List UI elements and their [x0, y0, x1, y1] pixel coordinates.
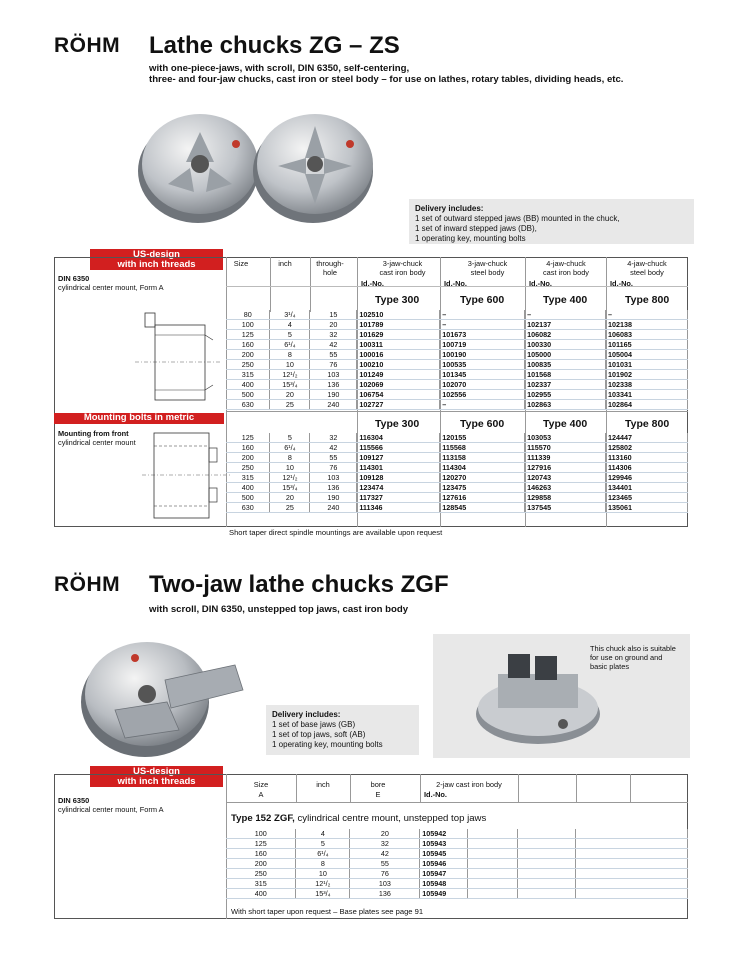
table-cell: 5	[270, 330, 310, 340]
table-row	[226, 859, 688, 869]
table-cell: 200	[226, 453, 270, 463]
header-c2b: steel body	[470, 268, 505, 277]
table-cell: 115568	[440, 443, 525, 453]
idno-2: Id.-No.	[444, 279, 467, 288]
row-rule	[226, 802, 688, 803]
table-cell: 103	[350, 879, 420, 889]
two-jaw-chuck-photo	[75, 630, 255, 760]
table-cell	[576, 859, 688, 869]
table-cell: 129858	[525, 493, 606, 503]
table-cell: 135061	[606, 503, 688, 513]
idno-1: Id.-No.	[361, 279, 384, 288]
table-cell: 100	[226, 829, 296, 839]
table-cell: 127616	[440, 493, 525, 503]
table-cell: 105949	[420, 889, 468, 899]
table-cell: 117327	[357, 493, 440, 503]
type-400: Type 400	[543, 294, 588, 306]
header-size-sub: A	[258, 790, 264, 799]
table-cell: 120155	[440, 433, 525, 443]
table-cell: 32	[310, 433, 357, 443]
table-cell	[468, 879, 518, 889]
table-cell: 80	[226, 310, 270, 320]
table-row	[226, 503, 688, 513]
col-rule	[630, 774, 631, 802]
table-row	[226, 493, 688, 503]
table-cell: 102556	[440, 390, 525, 400]
table-cell: 102138	[606, 320, 688, 330]
table-row	[226, 443, 688, 453]
table-cell: 6¹/₄	[270, 443, 310, 453]
table-cell: 315	[226, 879, 296, 889]
table-cell: 113158	[440, 453, 525, 463]
header-size-2: Size	[253, 780, 269, 789]
table-cell: 20	[310, 320, 357, 330]
table-cell: 76	[310, 360, 357, 370]
table-row	[226, 849, 688, 859]
table-row	[226, 390, 688, 400]
table-row	[226, 350, 688, 360]
idno-3: Id.-No.	[529, 279, 552, 288]
table-cell: 102727	[357, 400, 440, 410]
delivery-line: 1 set of base jaws (GB)	[272, 720, 356, 729]
table-cell: 101345	[440, 370, 525, 380]
table-row	[226, 839, 688, 849]
table-cell: 20	[270, 493, 310, 503]
header-through2: hole	[323, 268, 337, 277]
table-cell: 42	[310, 443, 357, 453]
table-row	[226, 453, 688, 463]
us-design-subtext: with inch threads	[117, 259, 196, 270]
table-cell: 103053	[525, 433, 606, 443]
type-800: Type 800	[625, 294, 670, 306]
table-cell	[576, 879, 688, 889]
table-cell: –	[440, 310, 525, 320]
header-c2a: 3-jaw-chuck	[467, 259, 508, 268]
table-cell: 55	[310, 453, 357, 463]
us-design-text-2: US-design	[133, 766, 180, 777]
table-cell: 128545	[440, 503, 525, 513]
subtitle-line1: with one-piece-jaws, with scroll, DIN 6350, self-centering,	[149, 63, 410, 74]
table-cell: 106083	[606, 330, 688, 340]
table-cell: 10	[270, 463, 310, 473]
table-cell: 6¹/₄	[296, 849, 350, 859]
table-cell	[518, 849, 576, 859]
table-cell: 114301	[357, 463, 440, 473]
table-cell: 103341	[606, 390, 688, 400]
type-600-b: Type 600	[460, 418, 505, 430]
table-cell: 630	[226, 503, 270, 513]
delivery-heading: Delivery includes:	[415, 204, 484, 213]
table-cell: 120743	[525, 473, 606, 483]
table-cell: 32	[310, 330, 357, 340]
delivery-box-2	[266, 705, 419, 755]
col-rule	[310, 257, 311, 312]
table-cell: 5	[296, 839, 350, 849]
table-cell: 15³/₄	[270, 380, 310, 390]
table-cell: 250	[226, 463, 270, 473]
table-row	[226, 473, 688, 483]
table-cell: 200	[226, 350, 270, 360]
table-cell	[576, 869, 688, 879]
header-c4b: steel body	[630, 268, 664, 277]
table-cell	[576, 829, 688, 839]
table-row	[226, 330, 688, 340]
type-152-line: Type 152 ZGF, cylindrical centre mount, unstepped top jaws	[231, 813, 487, 824]
table-cell: 100719	[440, 340, 525, 350]
table-cell: 105004	[606, 350, 688, 360]
table-cell	[468, 849, 518, 859]
table-row	[226, 400, 688, 410]
table-cell	[518, 859, 576, 869]
table-cell	[468, 889, 518, 899]
table-cell: 20	[350, 829, 420, 839]
table-cell	[518, 829, 576, 839]
type-800-b: Type 800	[625, 418, 670, 430]
section2-subtitle: with scroll, DIN 6350, unstepped top jaws, cast iron body	[149, 604, 409, 615]
table-cell: 120270	[440, 473, 525, 483]
table-cell: 134401	[606, 483, 688, 493]
table-cell: 42	[310, 340, 357, 350]
header-body: 2-jaw cast iron body	[436, 780, 502, 789]
delivery-line: 1 set of outward stepped jaws (BB) mounted in the chuck,	[415, 214, 620, 223]
table-cell: 101031	[606, 360, 688, 370]
table-cell: 105947	[420, 869, 468, 879]
table-row	[226, 869, 688, 879]
table-cell: 6¹/₄	[270, 340, 310, 350]
table-cell: 103	[310, 473, 357, 483]
din-desc-2: cylindrical center mount, Form A	[58, 805, 164, 814]
col-rule	[518, 774, 519, 802]
header-c3a: 4-jaw-chuck	[546, 259, 586, 268]
table-cell: 102863	[525, 400, 606, 410]
header-c1b: cast iron body	[379, 268, 426, 277]
table-cell: 114306	[606, 463, 688, 473]
col-rule	[576, 774, 577, 802]
table-cell: 25	[270, 400, 310, 410]
chuck-table-b	[226, 433, 688, 513]
delivery-line: 1 operating key, mounting bolts	[272, 740, 383, 749]
table-cell: 102510	[357, 310, 440, 320]
header-c3b: cast iron body	[542, 268, 589, 277]
table-cell: 136	[350, 889, 420, 899]
delivery-box	[409, 199, 694, 244]
table-cell: 114304	[440, 463, 525, 473]
table-cell: 12¹/₂	[296, 879, 350, 889]
table-cell: 101165	[606, 340, 688, 350]
table-cell: 102955	[525, 390, 606, 400]
metric-banner: Mounting bolts in metric	[54, 413, 224, 424]
zgf-table	[226, 829, 688, 899]
header-bore: bore	[370, 780, 386, 789]
table-cell: 15	[310, 310, 357, 320]
table-cell: 123465	[606, 493, 688, 503]
front-mount-drawing	[142, 428, 232, 523]
table-cell: 100190	[440, 350, 525, 360]
table-cell: 400	[226, 380, 270, 390]
table-cell: 101902	[606, 370, 688, 380]
din-label-2: DIN 6350	[58, 796, 90, 805]
table-cell: 55	[350, 859, 420, 869]
idno-4: Id.-No.	[610, 279, 633, 288]
table-cell: 10	[270, 360, 310, 370]
table-cell: 400	[226, 889, 296, 899]
table-row	[226, 879, 688, 889]
header-size: Size	[233, 259, 249, 268]
table-cell: 240	[310, 503, 357, 513]
table-cell: 129946	[606, 473, 688, 483]
section2-title: Two-jaw lathe chucks ZGF	[149, 571, 449, 598]
header-idno-2: Id.-No.	[424, 790, 447, 799]
table-cell: 400	[226, 483, 270, 493]
table-cell: 105000	[525, 350, 606, 360]
table-cell: 32	[350, 839, 420, 849]
chuck-on-plate-photo	[473, 644, 603, 754]
type-600: Type 600	[460, 294, 505, 306]
front-label: Mounting from front	[58, 429, 129, 438]
din-label: DIN 6350	[58, 274, 90, 283]
table-cell: 10	[296, 869, 350, 879]
type-300-b: Type 300	[375, 418, 420, 430]
table-cell: 102864	[606, 400, 688, 410]
table-cell: 100	[226, 320, 270, 330]
photo-note-2: for use on ground and	[590, 653, 663, 662]
table-cell: 103	[310, 370, 357, 380]
din-desc: cylindrical center mount, Form A	[58, 283, 164, 292]
table-cell	[518, 869, 576, 879]
table-cell: 106082	[525, 330, 606, 340]
table-cell: 100835	[525, 360, 606, 370]
photo-note-3: basic plates	[590, 662, 630, 671]
table-cell: 15³/₄	[270, 483, 310, 493]
table-cell: 3¹/₄	[270, 310, 310, 320]
table-cell: –	[440, 320, 525, 330]
table-cell: 100311	[357, 340, 440, 350]
table-cell: 190	[310, 493, 357, 503]
table-cell: 240	[310, 400, 357, 410]
table-cell: –	[440, 400, 525, 410]
table-cell: 105942	[420, 829, 468, 839]
header-c1a: 3-jaw-chuck	[382, 259, 423, 268]
table-cell: 25	[270, 503, 310, 513]
table-cell: 101673	[440, 330, 525, 340]
table-cell: 125	[226, 839, 296, 849]
table-cell: 116304	[357, 433, 440, 443]
table-cell	[576, 889, 688, 899]
table-cell: 125802	[606, 443, 688, 453]
table-cell: 115566	[357, 443, 440, 453]
table-cell: 15³/₄	[296, 889, 350, 899]
table-row	[226, 320, 688, 330]
chuck-photo	[128, 96, 378, 236]
row-rule	[226, 411, 688, 412]
table-cell: 20	[270, 390, 310, 400]
table-row	[226, 463, 688, 473]
table-cell	[468, 859, 518, 869]
table-cell: 124447	[606, 433, 688, 443]
table-cell: 190	[310, 390, 357, 400]
header-inch-2: inch	[316, 780, 330, 789]
table-cell: 101249	[357, 370, 440, 380]
table-cell: 106754	[357, 390, 440, 400]
table-cell: 4	[296, 829, 350, 839]
col-rule	[270, 257, 271, 312]
table-cell: 160	[226, 849, 296, 859]
table-cell: 500	[226, 493, 270, 503]
table-cell: 55	[310, 350, 357, 360]
table-row	[226, 829, 688, 839]
table-cell: –	[606, 310, 688, 320]
table-row	[226, 380, 688, 390]
table-cell: 100535	[440, 360, 525, 370]
table-cell: 8	[270, 350, 310, 360]
header-bore-sub: E	[375, 790, 381, 799]
table-cell: 105948	[420, 879, 468, 889]
table-cell: 100330	[525, 340, 606, 350]
table-cell	[468, 839, 518, 849]
table-cell: 136	[310, 380, 357, 390]
table-cell: 105943	[420, 839, 468, 849]
table-cell: 123474	[357, 483, 440, 493]
us-design-subtext-2: with inch threads	[117, 776, 196, 787]
table-cell: 123475	[440, 483, 525, 493]
subtitle-line2: three- and four-jaw chucks, cast iron or steel body – for use on lathes, rotary tables, dividing heads, etc.	[149, 74, 624, 85]
table-row	[226, 370, 688, 380]
table-cell: 105945	[420, 849, 468, 859]
table-cell: 101789	[357, 320, 440, 330]
table-cell: 101629	[357, 330, 440, 340]
table-cell: 315	[226, 473, 270, 483]
table-cell: 136	[310, 483, 357, 493]
table-cell: 160	[226, 340, 270, 350]
delivery-line: 1 operating key, mounting bolts	[415, 234, 526, 243]
table-cell: 125	[226, 433, 270, 443]
table-cell: 76	[350, 869, 420, 879]
table-cell: 76	[310, 463, 357, 473]
table-cell: 8	[270, 453, 310, 463]
table-cell: 102337	[525, 380, 606, 390]
table-row	[226, 340, 688, 350]
photo-panel	[433, 634, 690, 758]
table-cell: 111339	[525, 453, 606, 463]
table-cell: 250	[226, 360, 270, 370]
delivery-line: 1 set of inward stepped jaws (DB),	[415, 224, 537, 233]
table-cell	[518, 839, 576, 849]
table-cell: 4	[270, 320, 310, 330]
front-desc: cylindrical center mount	[58, 438, 136, 447]
table-cell: 127916	[525, 463, 606, 473]
table-cell: 200	[226, 859, 296, 869]
table-row	[226, 433, 688, 443]
table-cell: 137545	[525, 503, 606, 513]
table-cell: 115570	[525, 443, 606, 453]
table-cell: 109127	[357, 453, 440, 463]
table-cell: 105946	[420, 859, 468, 869]
table-cell	[468, 869, 518, 879]
table-row	[226, 360, 688, 370]
table-cell: 500	[226, 390, 270, 400]
table-cell: 8	[296, 859, 350, 869]
header-c4a: 4-jaw-chuck	[627, 259, 667, 268]
table-cell: 315	[226, 370, 270, 380]
table-cell: 102137	[525, 320, 606, 330]
type-300: Type 300	[375, 294, 420, 306]
table-cell	[518, 889, 576, 899]
header-inch: inch	[278, 259, 292, 268]
table-cell: 12¹/₂	[270, 370, 310, 380]
table-cell: 160	[226, 443, 270, 453]
table-row	[226, 483, 688, 493]
brand-logo-2: RÖHM	[54, 573, 121, 596]
delivery-line: 1 set of top jaws, soft (AB)	[272, 730, 366, 739]
table-cell	[518, 879, 576, 889]
chuck-table-a	[226, 310, 688, 410]
table-cell: 250	[226, 869, 296, 879]
table-cell: 102069	[357, 380, 440, 390]
table-cell: 100016	[357, 350, 440, 360]
table-cell: 102338	[606, 380, 688, 390]
table-cell: 100210	[357, 360, 440, 370]
table-cell: 111346	[357, 503, 440, 513]
table-cell: 146263	[525, 483, 606, 493]
table-cell: 101568	[525, 370, 606, 380]
table-cell: 12¹/₂	[270, 473, 310, 483]
table-cell: 5	[270, 433, 310, 443]
table-cell: 125	[226, 330, 270, 340]
table-cell: –	[525, 310, 606, 320]
table-cell: 630	[226, 400, 270, 410]
table-cell: 109128	[357, 473, 440, 483]
type-400-b: Type 400	[543, 418, 588, 430]
photo-note-1: This chuck also is suitable	[590, 644, 676, 653]
brand-logo: RÖHM	[54, 34, 121, 57]
chuck-drawing	[135, 305, 225, 405]
table-cell	[576, 849, 688, 859]
delivery-heading-2: Delivery includes:	[272, 710, 341, 719]
table-row	[226, 889, 688, 899]
footnote-2: With short taper upon request – Base plates see page 91	[231, 907, 424, 916]
table-cell: 102070	[440, 380, 525, 390]
table-cell	[576, 839, 688, 849]
table-cell: 42	[350, 849, 420, 859]
footnote-1: Short taper direct spindle mountings are available upon request	[229, 528, 443, 537]
table-row	[226, 310, 688, 320]
header-through1: through-	[316, 259, 344, 268]
us-design-text: US-design	[133, 249, 180, 260]
table-cell	[468, 829, 518, 839]
table-cell: 113160	[606, 453, 688, 463]
page-title: Lathe chucks ZG – ZS	[149, 32, 400, 59]
